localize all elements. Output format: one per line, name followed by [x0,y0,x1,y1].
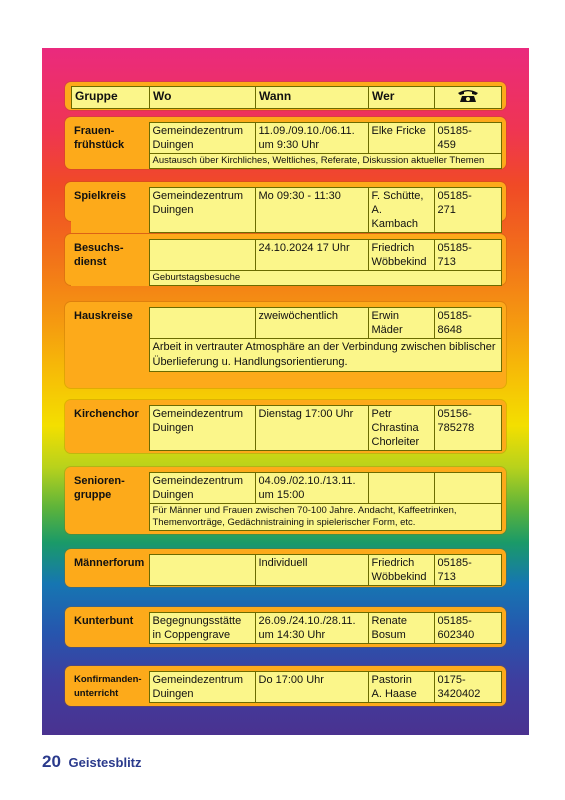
location-cell [149,308,255,339]
contact-cell-line: F. Schütte, [371,190,424,202]
time-cell [255,613,368,644]
page-footer [42,752,142,772]
location-cell [149,473,255,504]
time-cell-line: 11.09./09.10./06.11. [258,125,355,137]
time-cell-line: um 15:00 [258,489,305,501]
group-cell [71,308,149,372]
group-cell-line: Konfirmanden- [74,673,142,685]
phone-cell-line: 0175- [437,674,466,686]
telephone-icon [457,88,479,102]
col-wann: Wann [256,87,369,109]
group-cell-line: Hauskreise [74,309,133,322]
phone-cell-line: 8648 [437,324,462,336]
description-cell: Für Männer und Frauen zwischen 70-100 Jahre. Andacht, Kaffeetrinken, Themenvorträge, Gedächnistraining in spielerischer Form, etc. [149,504,501,531]
contact-cell-line: Erwin [371,310,400,322]
group-cell [71,613,149,644]
time-cell [255,406,368,451]
phone-cell [434,240,501,271]
location-cell-line: Gemeindezentrum [152,475,243,487]
description-cell: Arbeit in vertrauter Atmosphäre an der Verbindung zwischen biblischer Überlieferung u. Handlungsorientierung. [149,339,501,372]
row-card [65,117,506,169]
phone-cell-line: 785278 [437,422,475,434]
time-cell [255,308,368,339]
contact-cell-line: Friedrich [371,557,415,569]
row-card [65,182,506,230]
row-table [71,671,502,703]
contact-cell-line: Mäder [371,324,403,336]
contact-cell [368,473,434,504]
location-cell-line: Begegnungsstätte [152,615,242,627]
contact-cell [368,613,434,644]
time-cell-line: um 9:30 Uhr [258,139,320,151]
group-cell-line: Kirchenchor [74,407,139,420]
contact-cell [368,672,434,703]
row-card [65,666,506,706]
phone-cell-line: 05185- [437,557,472,569]
time-cell-line: um 14:30 Uhr [258,629,326,641]
time-cell [255,555,368,586]
contact-cell [368,240,434,271]
location-cell-line: in Coppengrave [152,629,231,641]
group-cell-line: Frauen- [74,124,115,137]
phone-cell [434,613,501,644]
time-cell-line: zweiwöchentlich [258,310,338,322]
location-cell-line: Gemeindezentrum [152,408,243,420]
contact-cell [368,123,434,154]
row-table [71,554,502,586]
magazine-title: Geistesblitz [68,755,142,770]
location-cell [149,555,255,586]
contact-cell-line: Friedrich [371,242,415,254]
location-cell [149,406,255,451]
phone-cell-line: 05156- [437,408,472,420]
contact-cell-line: A. Haase [371,688,417,700]
location-cell [149,613,255,644]
contact-cell-line: Wöbbekind [371,571,427,583]
phone-cell-line: 713 [437,256,456,268]
contact-cell-line: Bosum [371,629,406,641]
location-cell [149,188,255,233]
group-cell-line: gruppe [74,488,112,501]
description-cell: Geburtstagsbesuche [149,271,501,286]
phone-cell-line: 05185- [437,125,472,137]
group-cell-line: Senioren- [74,474,125,487]
location-cell-line: Gemeindezentrum [152,125,243,137]
time-cell-line: 26.09./24.10./28.11. [258,615,356,627]
group-cell [71,672,149,703]
col-wer: Wer [369,87,435,109]
group-cell-line: Spielkreis [74,189,126,202]
contact-cell-line: Petr [371,408,392,420]
phone-cell [434,473,501,504]
contact-cell-line: Chorleiter [371,436,420,448]
location-cell-line: Duingen [152,422,194,434]
contact-cell [368,188,434,233]
time-cell-line: Dienstag 17:00 Uhr [258,408,354,420]
group-cell [71,188,149,233]
row-card [65,234,506,285]
location-cell [149,672,255,703]
description-cell: Austausch über Kirchliches, Weltliches, Referate, Diskussion aktueller Themen [149,154,501,169]
group-cell-line: Männerforum [74,556,145,569]
group-cell [71,240,149,286]
row-card [65,400,506,453]
row-card [65,549,506,587]
location-cell-line: Gemeindezentrum [152,674,243,686]
phone-cell-line: 459 [437,139,456,151]
contact-cell-line: Renate [371,615,407,627]
row-table [71,187,502,233]
phone-cell-line: 713 [437,571,456,583]
group-cell [71,555,149,586]
row-table [71,122,502,169]
location-cell-line: Duingen [152,489,194,501]
col-gruppe: Gruppe [72,87,150,109]
phone-cell-line: 05185- [437,310,472,322]
phone-cell-line: 05185- [437,242,472,254]
group-cell-line: frühstück [74,138,125,151]
time-cell [255,188,368,233]
group-cell-line: Besuchs- [74,241,124,254]
row-table [71,405,502,451]
phone-cell-line: 3420402 [437,688,481,700]
contact-cell [368,555,434,586]
group-cell-line: unterricht [74,687,119,699]
phone-cell-line: 602340 [437,629,475,641]
phone-cell [434,123,501,154]
phone-cell [434,308,501,339]
time-cell [255,473,368,504]
header-table [71,86,502,109]
col-telefon [435,87,502,109]
location-cell-line: Duingen [152,139,194,151]
location-cell [149,240,255,271]
time-cell [255,123,368,154]
time-cell-line: 04.09./02.10./13.11. [258,475,356,487]
phone-cell [434,188,501,233]
contact-cell-line: Elke Fricke [371,125,426,137]
row-card [65,607,506,647]
location-cell-line: Gemeindezentrum [152,190,243,202]
phone-cell-line: 271 [437,204,456,216]
time-cell [255,240,368,271]
group-cell-line: Kunterbunt [74,614,134,627]
time-cell-line: 24.10.2024 17 Uhr [258,242,350,254]
group-cell [71,473,149,531]
group-cell-line: dienst [74,255,107,268]
phone-cell [434,406,501,451]
row-table [71,239,502,286]
row-card [65,467,506,534]
row-table [71,612,502,644]
row-table [71,472,502,531]
time-cell-line: Do 17:00 Uhr [258,674,324,686]
phone-cell [434,555,501,586]
phone-cell-line: 05185- [437,615,472,627]
contact-cell-line: Chrastina [371,422,419,434]
group-cell [71,406,149,451]
contact-cell-line: A. Kambach [371,204,418,230]
col-wo: Wo [150,87,256,109]
phone-cell [434,672,501,703]
contact-cell [368,406,434,451]
location-cell [149,123,255,154]
row-table [71,307,502,372]
time-cell-line: Individuell [258,557,308,569]
location-cell-line: Duingen [152,204,194,216]
time-cell-line: Mo 09:30 - 11:30 [258,190,341,202]
row-card [65,302,506,388]
time-cell [255,672,368,703]
contact-cell [368,308,434,339]
header-card [65,82,506,110]
page-number: 20 [42,752,61,771]
contact-cell-line: Wöbbekind [371,256,427,268]
phone-cell-line: 05185- [437,190,472,202]
contact-cell-line: Pastorin [371,674,412,686]
location-cell-line: Duingen [152,688,194,700]
group-cell [71,123,149,169]
